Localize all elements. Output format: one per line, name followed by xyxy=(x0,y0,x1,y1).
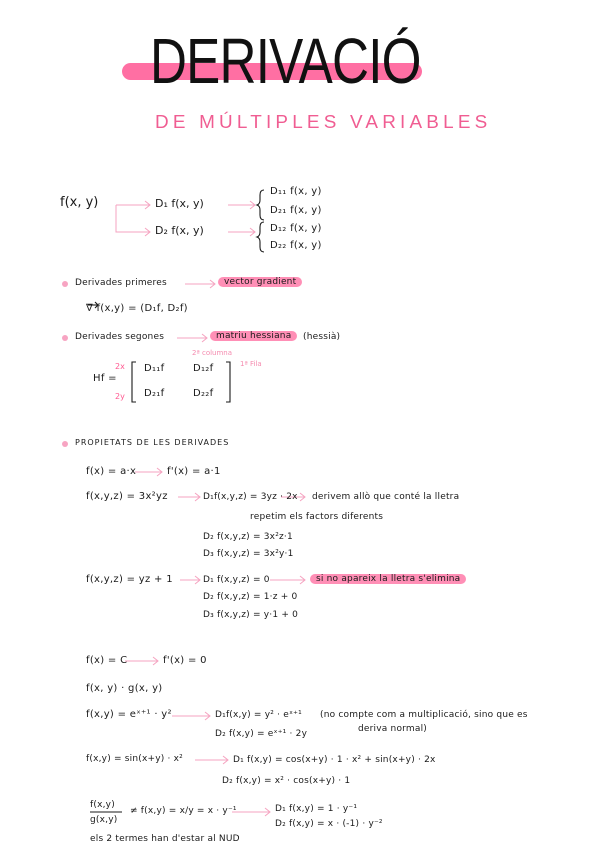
bullet xyxy=(62,441,68,447)
p7-d2: D₂ f(x,y) = x² · cos(x+y) · 1 xyxy=(222,776,351,786)
p5: f(x, y) · g(x, y) xyxy=(86,683,163,694)
p2-d2: D₂ f(x,y,z) = 3x²z·1 xyxy=(203,532,293,542)
p8-frac-den: g(x,y) xyxy=(90,815,118,825)
hessian-after: (hessià) xyxy=(303,332,341,342)
p6-note2: deriva normal) xyxy=(358,724,427,734)
p1-right: f'(x) = a·1 xyxy=(167,466,221,477)
note-column: 2ª columna xyxy=(192,349,233,357)
gradient-formula: ∇ f(x,y) = (D₁f, D₂f) xyxy=(86,303,188,314)
p8-frac-num: f(x,y) xyxy=(90,800,115,810)
p6-left: f(x,y) = eˣ⁺¹ · y² xyxy=(86,709,172,720)
second-derivatives-label: Derivades segones xyxy=(75,332,165,342)
p7-left: f(x,y) = sin(x+y) · x² xyxy=(86,754,183,764)
page-title: DERIVACIÓ xyxy=(150,25,421,97)
p2-right: D₁f(x,y,z) = 3yz · 2x xyxy=(203,492,298,502)
matrix-m21: D₂₁f xyxy=(144,388,165,399)
tree-d21: D₂₁ f(x, y) xyxy=(270,205,322,216)
p8-d1: D₁ f(x,y) = 1 · y⁻¹ xyxy=(275,804,358,814)
p3-d2: D₂ f(x,y,z) = 1·z + 0 xyxy=(203,592,298,602)
tree-d22: D₂₂ f(x, y) xyxy=(270,240,322,251)
p6-d2: D₂ f(x,y) = eˣ⁺¹ · 2y xyxy=(215,729,308,739)
tree-root: f(x, y) xyxy=(60,195,99,210)
matrix-m12: D₁₂f xyxy=(193,363,214,374)
p6-note1: (no compte com a multiplicació, sino que es xyxy=(320,710,528,720)
p2-d3: D₃ f(x,y,z) = 3x²y·1 xyxy=(203,549,294,559)
p2-note1: derivem allò que conté la lletra xyxy=(312,492,460,502)
tree-d2: D₂ f(x, y) xyxy=(155,224,204,237)
tree-d11: D₁₁ f(x, y) xyxy=(270,186,322,197)
p8-note: els 2 termes han d'estar al NUD xyxy=(90,834,240,844)
matrix-m11: D₁₁f xyxy=(144,363,165,374)
row1-label: 2x xyxy=(115,362,125,371)
p2-left: f(x,y,z) = 3x²yz xyxy=(86,491,168,502)
hessian-highlight: matriu hessiana xyxy=(210,331,297,341)
row2-label: 2y xyxy=(115,392,125,401)
p3-d3: D₃ f(x,y,z) = y·1 + 0 xyxy=(203,610,299,620)
p8-d2: D₂ f(x,y) = x · (-1) · y⁻² xyxy=(275,819,383,829)
p1-left: f(x) = a·x xyxy=(86,466,137,477)
p2-note2: repetim els factors diferents xyxy=(250,512,384,522)
gradient-highlight: vector gradient xyxy=(218,277,302,287)
p8-middle: ≠ f(x,y) = x/y = x · y⁻¹ xyxy=(130,806,237,816)
properties-heading: PROPIETATS DE LES DERIVADES xyxy=(75,438,230,447)
p4-right: f'(x) = 0 xyxy=(163,655,207,666)
page-subtitle: DE MÚLTIPLES VARIABLES xyxy=(155,112,492,132)
hessian-h-label: Hf = xyxy=(93,373,117,384)
tree-d12: D₁₂ f(x, y) xyxy=(270,223,322,234)
bullet xyxy=(62,281,68,287)
matrix-m22: D₂₂f xyxy=(193,388,214,399)
p6-right: D₁f(x,y) = y² · eˣ⁺¹ xyxy=(215,710,302,720)
bullet xyxy=(62,335,68,341)
p7-right: D₁ f(x,y) = cos(x+y) · 1 · x² + sin(x+y) · 2x xyxy=(233,755,436,765)
p3-right: D₁ f(x,y,z) = 0 xyxy=(203,575,270,585)
note-row: 1ª Fila xyxy=(240,360,262,368)
p4-left: f(x) = C xyxy=(86,655,128,666)
first-derivatives-label: Derivades primeres xyxy=(75,278,167,288)
p3-note: si no apareix la lletra s'elimina xyxy=(310,574,466,584)
tree-d1: D₁ f(x, y) xyxy=(155,197,204,210)
p3-left: f(x,y,z) = yz + 1 xyxy=(86,574,173,585)
